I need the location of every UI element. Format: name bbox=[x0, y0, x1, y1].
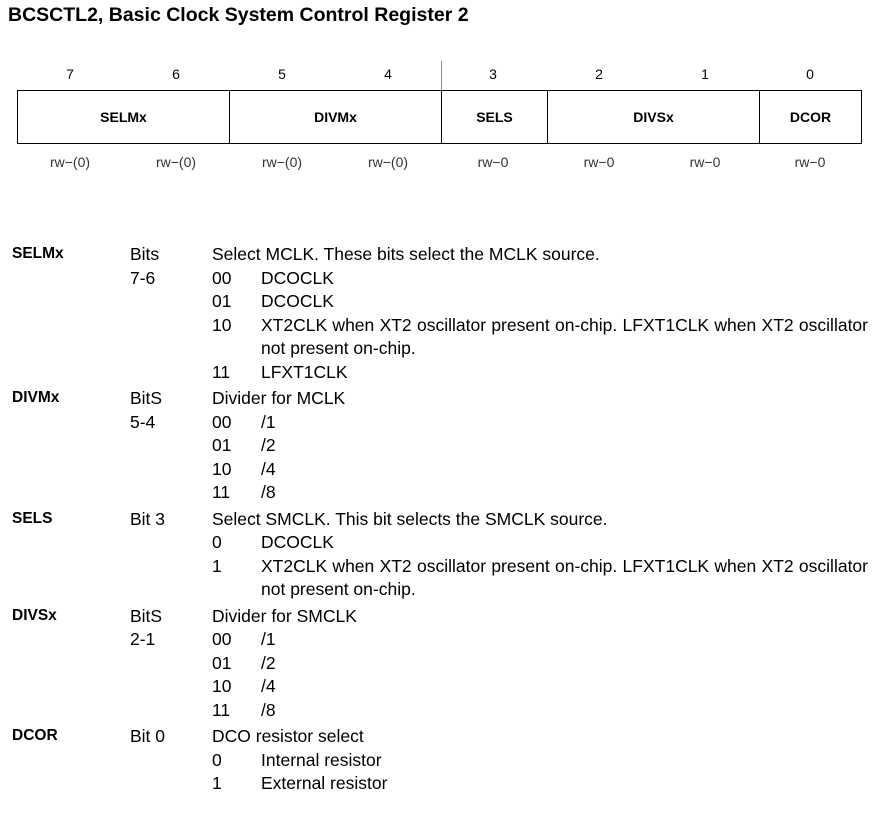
field-description-divmx bbox=[0, 387, 873, 505]
field-summary: Divider for MCLK bbox=[212, 388, 346, 408]
field-bits bbox=[130, 605, 200, 652]
bit-number-6: 6 bbox=[172, 66, 180, 82]
access-bit-1: rw−0 bbox=[689, 154, 721, 170]
field-summary: Select MCLK. These bits select the MCLK source. bbox=[212, 244, 600, 264]
field-name: SELS bbox=[12, 509, 53, 527]
field-option bbox=[212, 481, 868, 505]
option-text: Internal resistor bbox=[261, 749, 382, 770]
option-code: 0 bbox=[212, 532, 222, 552]
access-bit-3: rw−0 bbox=[477, 154, 509, 170]
option-code: 00 bbox=[212, 629, 232, 649]
option-code: 10 bbox=[212, 314, 232, 335]
field-detail bbox=[212, 508, 868, 602]
field-option bbox=[212, 531, 868, 555]
field-option bbox=[212, 699, 868, 723]
bit-number-7: 7 bbox=[66, 66, 74, 82]
option-code: 01 bbox=[212, 435, 232, 455]
field-detail bbox=[212, 605, 868, 723]
field-option bbox=[212, 772, 868, 796]
field-bits-line: Bits bbox=[130, 244, 160, 264]
register-field-sels: SELS bbox=[442, 91, 548, 143]
field-name: DIVSx bbox=[12, 606, 57, 624]
field-description-table bbox=[0, 243, 873, 799]
register-field-selmx: SELMx bbox=[18, 91, 230, 143]
option-text: /8 bbox=[261, 699, 276, 720]
field-option bbox=[212, 628, 868, 652]
register-diagram bbox=[17, 90, 862, 144]
field-option bbox=[212, 555, 868, 602]
option-text: DCOCLK bbox=[261, 267, 334, 288]
option-text: External resistor bbox=[261, 773, 388, 793]
access-bit-2: rw−0 bbox=[583, 154, 615, 170]
field-description-sels bbox=[0, 508, 873, 602]
field-option bbox=[212, 290, 868, 314]
option-code: 01 bbox=[212, 291, 232, 311]
field-option bbox=[212, 411, 868, 435]
option-text: /4 bbox=[261, 676, 276, 696]
option-code: 00 bbox=[212, 411, 232, 432]
register-field-divsx: DIVSx bbox=[548, 91, 760, 143]
option-code: 11 bbox=[212, 699, 231, 720]
register-field-divmx: DIVMx bbox=[230, 91, 442, 143]
access-bit-5: rw−(0) bbox=[261, 154, 303, 170]
field-option bbox=[212, 267, 868, 291]
field-description-dcor bbox=[0, 725, 873, 796]
access-bit-7: rw−(0) bbox=[49, 154, 91, 170]
field-bits-line: BitS bbox=[130, 605, 163, 626]
bit-number-1: 1 bbox=[701, 66, 709, 82]
field-description-divsx bbox=[0, 605, 873, 723]
bit-number-2: 2 bbox=[595, 66, 603, 82]
option-code: 10 bbox=[212, 458, 232, 479]
field-description-selmx bbox=[0, 243, 873, 384]
field-bits bbox=[130, 243, 200, 290]
field-bits-line: BitS bbox=[130, 388, 163, 408]
option-text: LFXT1CLK bbox=[261, 361, 348, 382]
option-text: /4 bbox=[261, 458, 276, 479]
byte-separator bbox=[441, 61, 442, 91]
access-bit-0: rw−0 bbox=[794, 154, 826, 170]
option-text: /2 bbox=[261, 435, 276, 455]
bit-number-4: 4 bbox=[384, 66, 392, 82]
field-detail bbox=[212, 243, 868, 384]
field-name: DCOR bbox=[12, 727, 58, 744]
register-field-dcor: DCOR bbox=[789, 109, 832, 125]
field-bits bbox=[130, 725, 200, 749]
option-text: DCOCLK bbox=[261, 532, 334, 552]
field-bits bbox=[130, 387, 200, 434]
option-code: 1 bbox=[212, 773, 222, 793]
option-text: /2 bbox=[261, 652, 276, 673]
option-code: 01 bbox=[212, 652, 232, 673]
field-detail bbox=[212, 387, 868, 505]
field-option bbox=[212, 361, 868, 385]
option-text: XT2CLK when XT2 oscillator present on-chip. LFXT1CLK when XT2 oscillator not present on-chip. bbox=[261, 314, 868, 358]
field-name: DIVMx bbox=[12, 389, 60, 406]
field-bits-line: 5-4 bbox=[130, 411, 156, 432]
field-bits-line: Bit 0 bbox=[130, 726, 166, 746]
page-title: BCSCTL2, Basic Clock System Control Register 2 bbox=[8, 4, 469, 26]
field-option bbox=[212, 458, 868, 482]
field-bits-line: 2-1 bbox=[130, 629, 156, 649]
option-code: 0 bbox=[212, 749, 222, 770]
field-name: SELMx bbox=[12, 245, 64, 262]
option-text: DCOCLK bbox=[261, 291, 334, 311]
option-text: XT2CLK when XT2 oscillator present on-chip. LFXT1CLK when XT2 oscillator not present on-chip. bbox=[261, 555, 868, 599]
field-summary: DCO resistor select bbox=[212, 726, 364, 746]
field-option bbox=[212, 675, 868, 699]
bit-number-0: 0 bbox=[806, 66, 814, 82]
access-bit-4: rw−(0) bbox=[367, 154, 409, 170]
option-code: 1 bbox=[212, 555, 222, 576]
option-code: 11 bbox=[212, 482, 231, 502]
bit-number-3: 3 bbox=[489, 66, 497, 82]
option-code: 10 bbox=[212, 676, 232, 696]
field-detail bbox=[212, 725, 868, 796]
option-text: /8 bbox=[261, 482, 276, 502]
option-code: 00 bbox=[212, 267, 232, 288]
field-bits-line: 7-6 bbox=[130, 267, 156, 288]
field-option bbox=[212, 749, 868, 773]
field-summary: Select SMCLK. This bit selects the SMCLK source. bbox=[212, 508, 608, 529]
option-text: /1 bbox=[261, 629, 276, 649]
field-option bbox=[212, 652, 868, 676]
field-option bbox=[212, 314, 868, 361]
option-text: /1 bbox=[261, 411, 276, 432]
access-bit-6: rw−(0) bbox=[155, 154, 197, 170]
field-bits bbox=[130, 508, 200, 532]
option-code: 11 bbox=[212, 361, 231, 382]
bit-number-5: 5 bbox=[278, 66, 286, 82]
field-option bbox=[212, 434, 868, 458]
field-summary: Divider for SMCLK bbox=[212, 605, 357, 626]
field-bits-line: Bit 3 bbox=[130, 508, 166, 529]
